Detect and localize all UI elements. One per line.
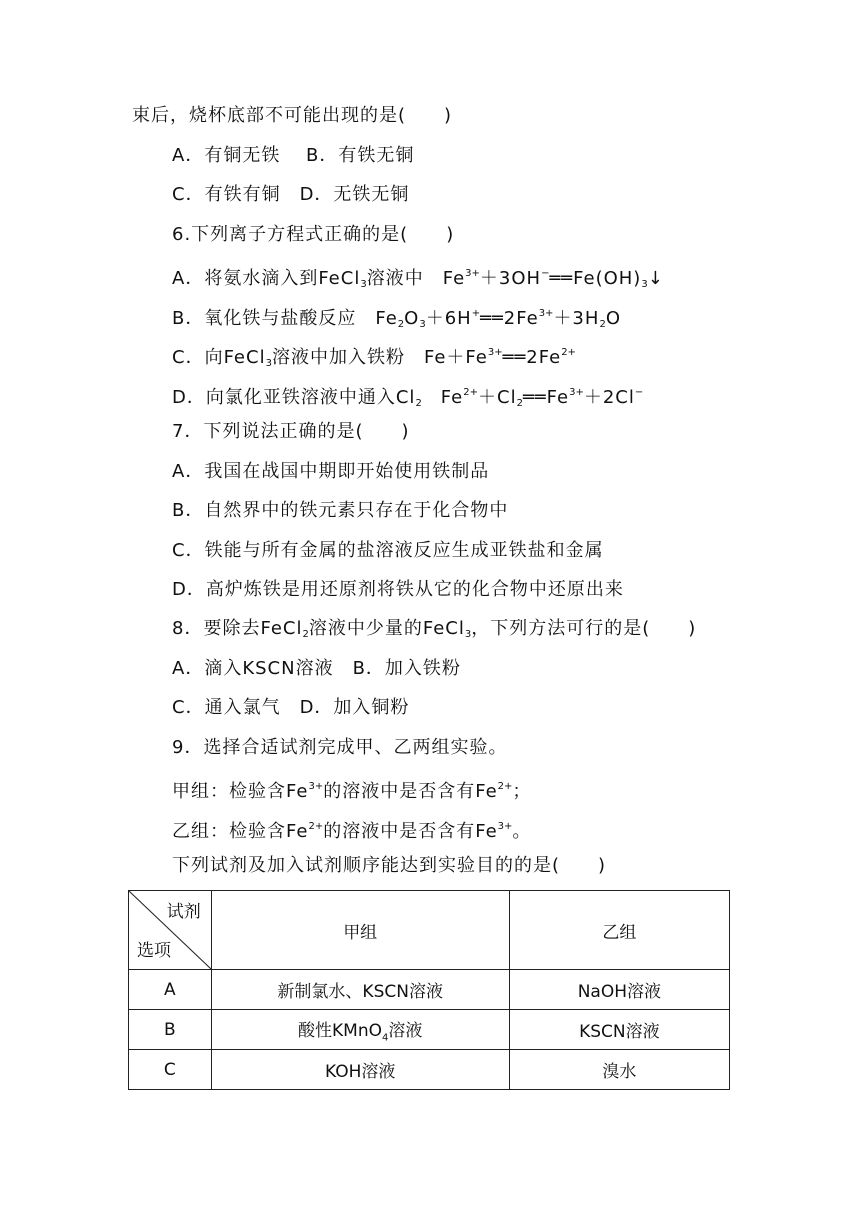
- q6-option-b: B．氧化铁与盐酸反应 $Fe_2O_3+6H^+══2Fe^{3+}+3H_2O$: [172, 308, 621, 330]
- q8-options-cd: C．通入氯气 D．加入铜粉: [172, 697, 410, 718]
- q8-stem: 8．要除去FeCl$_2$溶液中少量的FeCl$_3$，下列方法可行的是( ): [172, 618, 697, 640]
- row-option: A: [129, 970, 212, 1010]
- row-option: C: [129, 1050, 212, 1090]
- row-option: B: [129, 1010, 212, 1050]
- q8-options-ab: A．滴入KSCN溶液 B．加入铁粉: [172, 658, 461, 679]
- q9-group-yi: 乙组：检验含$Fe^{2+}$的溶液中是否含有$Fe^{3+}$。: [172, 821, 532, 842]
- row-yi: KSCN溶液: [509, 1010, 729, 1050]
- header-yi: 乙组: [509, 891, 729, 970]
- row-yi: 溴水: [509, 1050, 729, 1090]
- table-row: [129, 1010, 730, 1050]
- row-jia: 酸性KMnO$_4$溶液: [211, 1010, 509, 1050]
- q5-options-cd: C．有铁有铜 D．无铁无铜: [172, 184, 410, 205]
- q7-option-d: D．高炉炼铁是用还原剂将铁从它的化合物中还原出来: [172, 579, 624, 600]
- header-jia: 甲组: [211, 891, 509, 970]
- table-header-row: [129, 891, 730, 970]
- q7-option-c: C．铁能与所有金属的盐溶液反应生成亚铁盐和金属: [172, 540, 604, 561]
- header-option-label: 选项: [137, 941, 171, 961]
- q7-option-a: A．我国在战国中期即开始使用铁制品: [172, 461, 490, 482]
- options-table: [128, 890, 730, 1090]
- q6-option-c: C．向FeCl$_3$溶液中加入铁粉 $Fe+Fe^{3+}══2Fe^{2+}$: [172, 347, 576, 369]
- q9-question: 下列试剂及加入试剂顺序能达到实验目的的是( ): [172, 855, 607, 876]
- row-yi: NaOH溶液: [509, 970, 729, 1010]
- q5-options-ab: A．有铜无铁 B．有铁无铜: [172, 145, 415, 166]
- row-jia: KOH溶液: [211, 1050, 509, 1090]
- table-row: [129, 970, 730, 1010]
- table-row: [129, 1050, 730, 1090]
- header-reagent-label: 试剂: [166, 902, 201, 922]
- continuation-line: 束后，烧杯底部不可能出现的是( ): [132, 105, 453, 126]
- q6-option-d: D．向氯化亚铁溶液中通入$Cl_2$ $Fe^{2+}+Cl_2══Fe^{3+}+2Cl^-$: [172, 387, 644, 409]
- q6-stem: 6.下列离子方程式正确的是( ): [172, 224, 455, 245]
- q7-option-b: B．自然界中的铁元素只存在于化合物中: [172, 500, 509, 521]
- q9-group-jia: 甲组：检验含$Fe^{3+}$的溶液中是否含有$Fe^{2+}$；: [172, 781, 532, 802]
- q6-option-a: A．将氨水滴入到FeCl$_3$溶液中 $Fe^{3+}+3OH^-══Fe(OH)_3↓$: [172, 268, 664, 290]
- diagonal-header-cell: [129, 891, 212, 970]
- down-arrow-icon: ↓: [647, 268, 664, 289]
- q7-stem: 7．下列说法正确的是( ): [172, 421, 410, 442]
- row-jia: 新制氯水、KSCN溶液: [211, 970, 509, 1010]
- q9-stem: 9．选择合适试剂完成甲、乙两组实验。: [172, 737, 508, 758]
